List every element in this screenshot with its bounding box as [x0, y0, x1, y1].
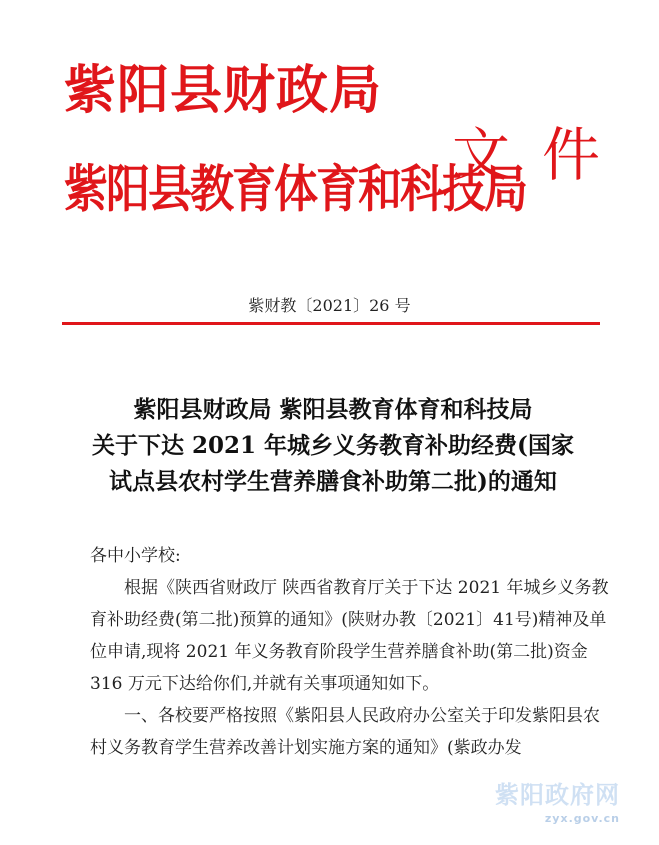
document-word: 文件 — [452, 121, 633, 189]
document-title — [62, 392, 604, 500]
issuing-org-education: 紫阳县教育体育和科技局 — [64, 160, 526, 220]
document-body — [90, 540, 610, 764]
title-line: 试点县农村学生营养膳食补助第二批)的通知 — [109, 468, 557, 495]
title-line: 紫阳县财政局 紫阳县教育体育和科技局 — [133, 396, 533, 423]
salutation: 各中小学校: — [90, 546, 181, 566]
issuing-org-finance: 紫阳县财政局 — [64, 61, 383, 121]
watermark-url: zyx.gov.cn — [544, 812, 620, 825]
red-divider — [62, 322, 600, 325]
title-line: 关于下达 2021 年城乡义务教育补助经费(国家 — [92, 432, 574, 459]
paragraph: 根据《陕西省财政厅 陕西省教育厅关于下达 2021 年城乡义务教育补助经费(第二批)预算的通知》(陕财办教〔2021〕41号)精神及单位申请,现将 2021 年义务教育阶段学生营养膳食补助(第二批)资金 316 万元下达给你们,并就有关事项通知如下。 — [90, 578, 609, 694]
site-watermark — [495, 775, 620, 825]
document-number: 紫财教〔2021〕26 号 — [248, 296, 411, 315]
watermark-name: 紫阳政府网 — [495, 781, 620, 809]
paragraph: 一、各校要严格按照《紫阳县人民政府办公室关于印发紫阳县农村义务教育学生营养改善计划实施方案的通知》(紫政办发 — [90, 706, 600, 758]
